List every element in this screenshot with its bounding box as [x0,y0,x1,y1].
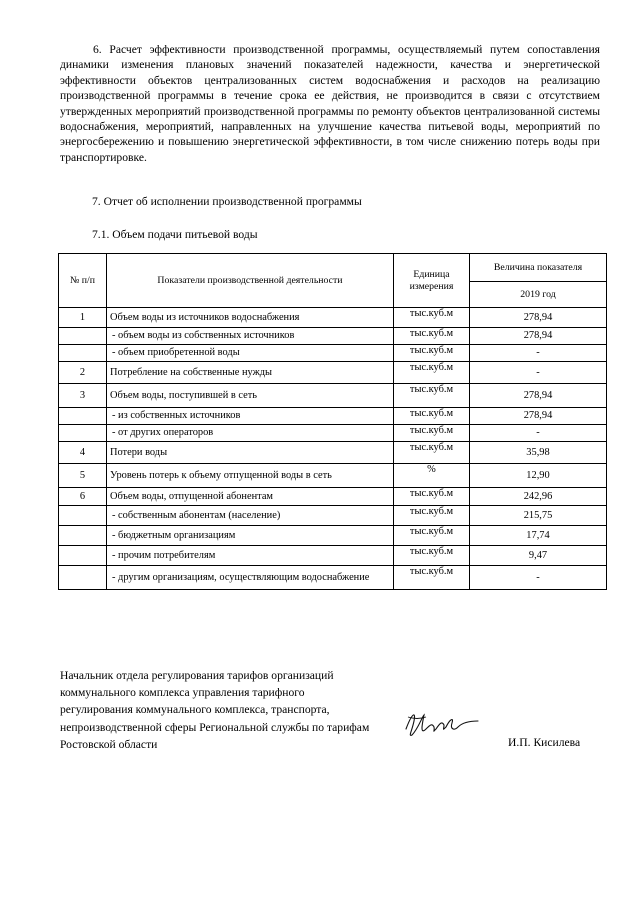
row-indicator: - объем приобретенной воды [107,345,394,362]
row-unit: тыс.куб.м [394,408,470,425]
col-value-header: Величина показателя [470,254,607,282]
signer-name: И.П. Кисилева [508,736,581,749]
table-row [59,488,607,506]
row-indicator: Объем воды, поступившей в сеть [107,384,394,408]
table-row [59,566,607,590]
col-indicator-header: Показатели производственной деятельности [107,254,394,308]
row-number: 1 [59,308,107,328]
row-value: 278,94 [470,408,607,425]
row-value: - [470,425,607,442]
row-unit: тыс.куб.м [394,345,470,362]
row-value: 9,47 [470,546,607,566]
signature-icon [402,707,482,741]
row-value: 215,75 [470,506,607,526]
col-unit-header: Единица измерения [394,254,470,308]
signer-position: Начальник отдела регулирования тарифов организаций коммунального комплекса управления тарифного регулирования коммунального комплекса, транспорта, непроизводственной сферы Региональной службы по тарифам Ростовской области [60,669,370,751]
row-number: 5 [59,464,107,488]
water-supply-table [58,253,607,590]
row-unit: тыс.куб.м [394,308,470,328]
row-unit: тыс.куб.м [394,506,470,526]
col-year-header: 2019 год [470,282,607,308]
row-indicator: - из собственных источников [107,408,394,425]
row-unit: тыс.куб.м [394,546,470,566]
row-unit: тыс.куб.м [394,526,470,546]
row-indicator: - от других операторов [107,425,394,442]
row-unit: тыс.куб.м [394,442,470,464]
section-7-heading: 7. Отчет об исполнении производственной программы [92,195,362,208]
table-row [59,308,607,328]
row-number: 4 [59,442,107,464]
row-indicator: Потери воды [107,442,394,464]
row-number: 3 [59,384,107,408]
table-row [59,546,607,566]
row-value: 12,90 [470,464,607,488]
row-value: 35,98 [470,442,607,464]
row-indicator: - бюджетным организациям [107,526,394,546]
table-row [59,384,607,408]
row-number: 6 [59,488,107,506]
col-num-header: № п/п [59,254,107,308]
row-value: - [470,566,607,590]
row-unit: тыс.куб.м [394,488,470,506]
row-value: 17,74 [470,526,607,546]
row-number [59,506,107,526]
row-indicator: Объем воды, отпущенной абонентам [107,488,394,506]
row-value: - [470,345,607,362]
row-unit: тыс.куб.м [394,566,470,590]
row-number [59,345,107,362]
row-value: 242,96 [470,488,607,506]
table-row [59,464,607,488]
table-row [59,526,607,546]
row-unit: % [394,464,470,488]
table-row [59,362,607,384]
section-7-1-heading: 7.1. Объем подачи питьевой воды [92,228,258,241]
table-row [59,442,607,464]
row-value: 278,94 [470,308,607,328]
row-number [59,566,107,590]
table-row [59,345,607,362]
row-number [59,526,107,546]
row-unit: тыс.куб.м [394,425,470,442]
table-body [59,308,607,590]
row-indicator: Объем воды из источников водоснабжения [107,308,394,328]
row-number [59,425,107,442]
row-number [59,546,107,566]
table-row [59,425,607,442]
table-row [59,408,607,425]
row-number: 2 [59,362,107,384]
row-number [59,328,107,345]
row-value: - [470,362,607,384]
row-indicator: - прочим потребителям [107,546,394,566]
paragraph-6: 6. Расчет эффективности производственной программы, осуществляемый путем сопоставления динамики изменения плановых значений показателей надежности, качества и энергетической эффективности объектов централизованных систем водоснабжения и расходов на реализацию производственной программы в течение срока ее действия, не производится в связи с отсутствием утвержденных мероприятий производственной программы по ремонту объектов централизованной системы водоснабжения, мероприятий, направленных на улучшение качества питьевой воды, мероприятий по энергосбережению и повышению энергетической эффективности, в том числе снижению потерь воды при транспортировке. [60,43,600,164]
row-indicator: Потребление на собственные нужды [107,362,394,384]
row-unit: тыс.куб.м [394,328,470,345]
row-indicator: - другим организациям, осуществляющим водоснабжение [107,566,394,590]
row-number [59,408,107,425]
row-indicator: - объем воды из собственных источников [107,328,394,345]
row-value: 278,94 [470,328,607,345]
row-unit: тыс.куб.м [394,362,470,384]
row-indicator: Уровень потерь к объему отпущенной воды в сеть [107,464,394,488]
row-value: 278,94 [470,384,607,408]
row-indicator: - собственным абонентам (население) [107,506,394,526]
table-row [59,506,607,526]
row-unit: тыс.куб.м [394,384,470,408]
table-row [59,328,607,345]
